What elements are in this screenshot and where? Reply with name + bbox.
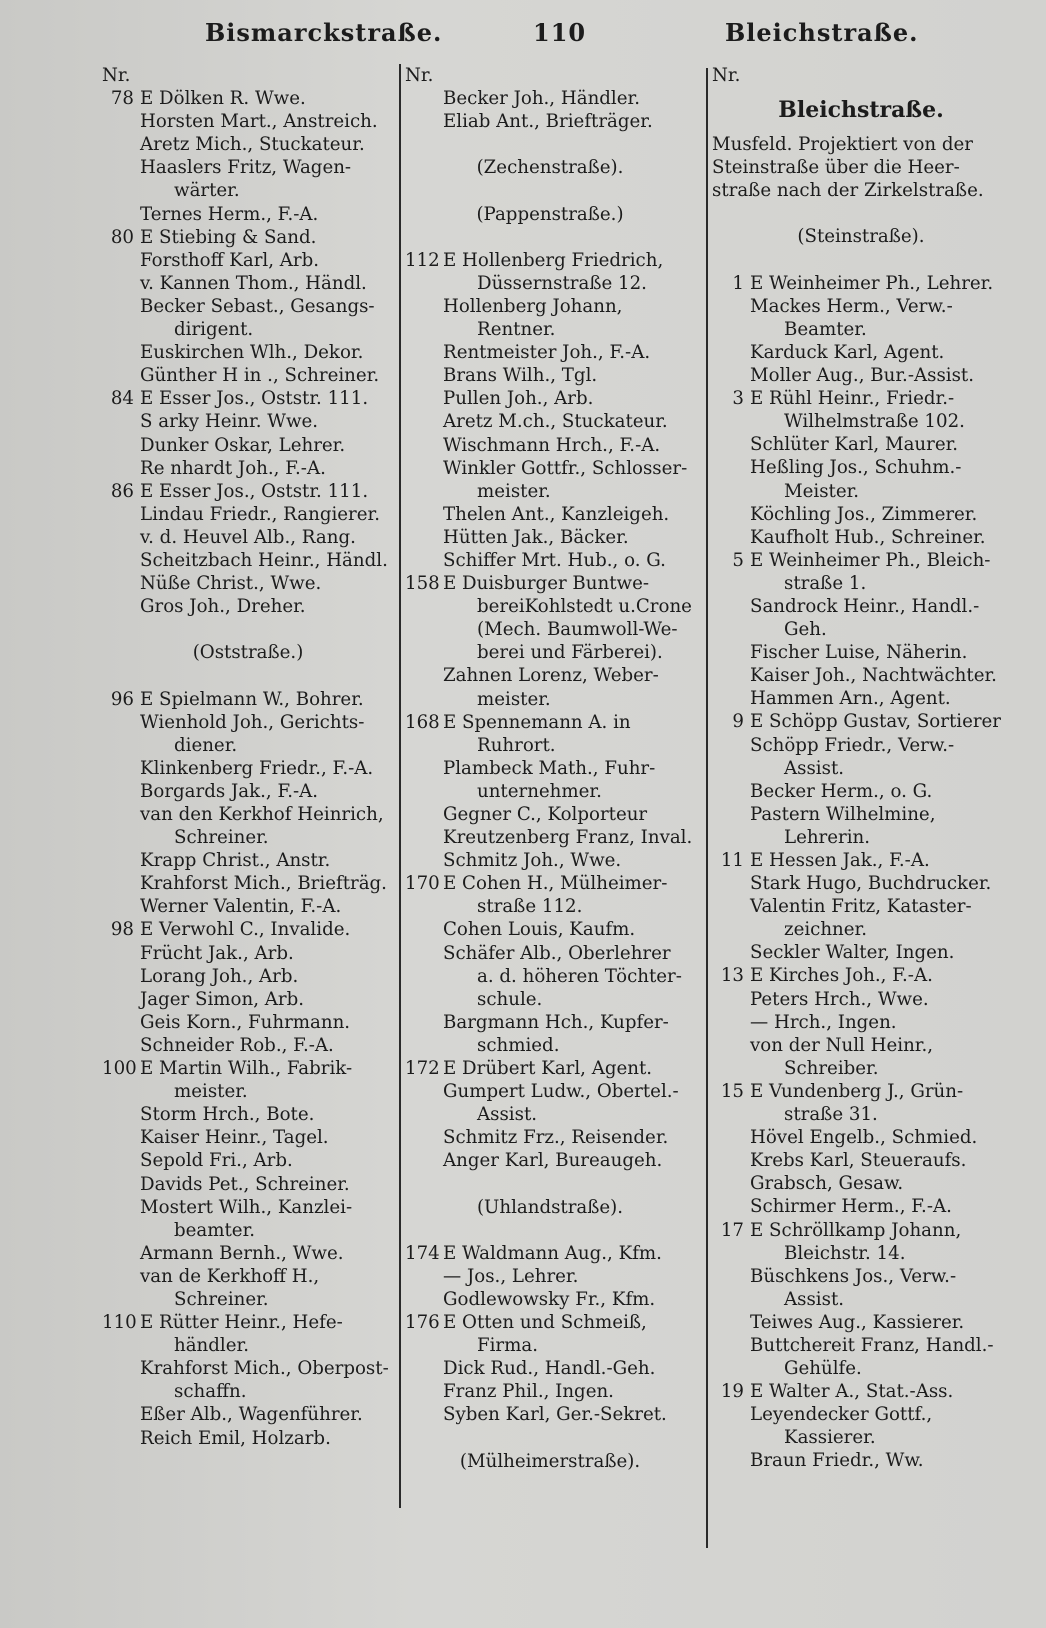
- resident-entry: Köchling Jos., Zimmerer.: [750, 503, 978, 525]
- resident-entry: Büschkens Jos., Verw.-: [750, 1265, 957, 1287]
- nr-label: Nr.: [102, 65, 131, 86]
- resident-text: E Esser Jos., Oststr. 111.: [140, 388, 369, 410]
- resident-entry: Reich Emil, Holzarb.: [140, 1427, 331, 1449]
- street-note: Steinstraße über die Heer-: [712, 157, 960, 179]
- street-heading: (Oststraße.): [192, 642, 304, 664]
- resident-entry: Stark Hugo, Buchdrucker.: [750, 873, 992, 895]
- resident-entry: Eßer Alb., Wagenführer.: [140, 1404, 363, 1426]
- column-divider: [399, 64, 401, 1508]
- entry-continuation: Ruhrort.: [477, 734, 556, 756]
- resident-entry: Godlewowsky Fr., Kfm.: [443, 1288, 656, 1310]
- entry-continuation: zeichner.: [784, 919, 868, 941]
- entry-continuation: straße 31.: [784, 1104, 878, 1126]
- house-number: 170: [405, 873, 440, 895]
- resident-entry: Borgards Jak., F.-A.: [140, 780, 319, 802]
- entry-continuation: meister.: [477, 480, 551, 502]
- street-heading: (Steinstraße).: [797, 226, 925, 248]
- entry-continuation: Beamter.: [784, 318, 867, 340]
- resident-text: E Schöpp Gustav, Sortierer: [750, 711, 1001, 733]
- resident-entry: v. d. Heuvel Alb., Rang.: [140, 526, 356, 548]
- entry-continuation: bereiKohlstedt u.Crone: [477, 596, 692, 618]
- house-number: 5: [732, 549, 744, 571]
- resident-text: E Vundenberg J., Grün-: [750, 1080, 964, 1102]
- resident-entry: von der Null Heinr.,: [750, 1034, 934, 1056]
- house-number: 176: [405, 1312, 440, 1334]
- nr-label: Nr.: [712, 65, 741, 86]
- resident-text: E Walter A., Stat.-Ass.: [750, 1381, 954, 1403]
- spacer: [102, 618, 394, 641]
- house-number: 1: [732, 272, 744, 294]
- resident-text: E Spennemann A. in: [443, 711, 631, 733]
- resident-text: E Rühl Heinr., Friedr.-: [750, 388, 955, 410]
- resident-entry: Hollenberg Johann,: [443, 295, 623, 317]
- resident-entry: Klinkenberg Friedr., F.-A.: [140, 757, 374, 779]
- resident-text: E Kirches Joh., F.-A.: [750, 965, 933, 987]
- entry-continuation: Schreiner.: [174, 827, 269, 849]
- house-entry: [102, 1311, 394, 1334]
- resident-entry: Krahforst Mich., Briefträg.: [140, 873, 387, 895]
- resident-entry: Kaiser Heinr., Tagel.: [140, 1127, 329, 1149]
- resident-entry: Aretz M.ch., Stuckateur.: [443, 411, 668, 433]
- resident-entry: Re nhardt Joh., F.-A.: [140, 457, 326, 479]
- resident-entry: Storm Hrch., Bote.: [140, 1104, 315, 1126]
- resident-entry: Wischmann Hrch., F.-A.: [443, 434, 661, 456]
- entry-continuation: Rentner.: [477, 319, 556, 341]
- spacer: [405, 1427, 695, 1450]
- entry-continuation: Assist.: [477, 1104, 538, 1126]
- house-entry: [712, 549, 1010, 572]
- entry-continuation: meister.: [174, 1081, 248, 1103]
- resident-entry: Winkler Gottfr., Schlosser-: [443, 457, 688, 479]
- house-entry: [712, 1219, 1010, 1242]
- resident-entry: Euskirchen Wlh., Dekor.: [140, 342, 364, 364]
- spacer: [405, 226, 695, 249]
- entry-continuation: schule.: [477, 988, 543, 1010]
- house-number: 158: [405, 573, 440, 595]
- resident-entry: Peters Hrch., Wwe.: [750, 988, 929, 1010]
- entry-continuation: berei und Färberei).: [477, 642, 663, 664]
- house-entry: [405, 1311, 695, 1334]
- column-middle: [405, 64, 695, 1473]
- entry-continuation: dirigent.: [174, 319, 254, 341]
- resident-entry: Lindau Friedr., Rangierer.: [140, 503, 380, 525]
- resident-entry: van de Kerkhoff H.,: [140, 1265, 320, 1287]
- resident-entry: Pullen Joh., Arb.: [443, 388, 594, 410]
- resident-entry: Hammen Arn., Agent.: [750, 688, 951, 710]
- house-number: 174: [405, 1242, 440, 1264]
- resident-entry: Gegner C., Kolporteur: [443, 804, 648, 825]
- resident-entry: v. Kannen Thom., Händl.: [140, 272, 367, 294]
- resident-entry: Krebs Karl, Steueraufs.: [750, 1150, 967, 1172]
- resident-entry: Gumpert Ludw., Obertel.-: [443, 1081, 679, 1103]
- resident-entry: Geis Korn., Fuhrmann.: [140, 1011, 351, 1033]
- entry-continuation: Lehrerin.: [784, 826, 871, 848]
- entry-continuation: Assist.: [784, 757, 845, 779]
- entry-continuation: beamter.: [174, 1219, 256, 1241]
- column-right: [712, 64, 1010, 1473]
- resident-entry: van den Kerkhof Heinrich,: [140, 804, 384, 825]
- resident-entry: Gros Joh., Dreher.: [140, 596, 306, 618]
- house-number: 78: [110, 88, 134, 110]
- entry-continuation: unternehmer.: [477, 780, 602, 802]
- house-entry: [712, 387, 1010, 410]
- resident-text: E Hollenberg Friedrich,: [443, 249, 664, 271]
- resident-entry: — Hrch., Ingen.: [750, 1011, 897, 1033]
- spacer: [712, 202, 1010, 225]
- header-left-street: Bismarckstraße.: [205, 18, 443, 47]
- resident-entry: Kaiser Joh., Nachtwächter.: [750, 665, 997, 687]
- entry-continuation: händler.: [174, 1335, 249, 1357]
- resident-entry: Plambeck Math., Fuhr-: [443, 757, 656, 779]
- resident-entry: Heßling Jos., Schuhm.-: [750, 457, 962, 479]
- entry-continuation: Gehülfe.: [784, 1358, 862, 1380]
- resident-entry: Brans Wilh., Tgl.: [443, 365, 598, 387]
- resident-entry: Aretz Mich., Stuckateur.: [140, 134, 365, 156]
- resident-text: E Dölken R. Wwe.: [140, 88, 306, 110]
- resident-entry: Haaslers Fritz, Wagen-: [140, 157, 352, 179]
- resident-entry: Teiwes Aug., Kassierer.: [750, 1311, 965, 1333]
- resident-entry: Eliab Ant., Briefträger.: [443, 111, 653, 133]
- resident-entry: Scheitzbach Heinr., Händl.: [140, 549, 388, 571]
- resident-text: E Martin Wilh., Fabrik-: [140, 1058, 353, 1080]
- street-title: Bleichstraße.: [778, 97, 944, 124]
- resident-entry: — Jos., Lehrer.: [443, 1265, 579, 1287]
- resident-entry: Becker Sebast., Gesangs-: [140, 295, 375, 317]
- spacer: [405, 1173, 695, 1196]
- resident-entry: Hütten Jak., Bäcker.: [443, 526, 629, 548]
- resident-entry: Lorang Joh., Arb.: [140, 965, 299, 987]
- entry-continuation: Geh.: [784, 619, 827, 641]
- resident-entry: Schlüter Karl, Maurer.: [750, 434, 959, 456]
- resident-text: E Duisburger Buntwe-: [443, 573, 650, 595]
- resident-entry: Braun Friedr., Ww.: [750, 1450, 924, 1472]
- entry-continuation: Schreiner.: [174, 1288, 269, 1310]
- house-entry: [102, 688, 394, 711]
- house-number: 172: [405, 1058, 440, 1080]
- house-number: 100: [102, 1058, 137, 1080]
- resident-entry: Becker Joh., Händler.: [443, 88, 640, 110]
- house-entry: [405, 711, 695, 734]
- resident-entry: Franz Phil., Ingen.: [443, 1381, 614, 1403]
- house-entry: [712, 964, 1010, 987]
- resident-entry: Rentmeister Joh., F.-A.: [443, 342, 651, 364]
- resident-text: E Otten und Schmeiß,: [443, 1312, 647, 1334]
- resident-entry: Nüße Christ., Wwe.: [140, 573, 322, 595]
- resident-text: E Weinheimer Ph., Lehrer.: [750, 272, 994, 294]
- entry-continuation: Firma.: [477, 1335, 539, 1357]
- house-entry: [405, 1242, 695, 1265]
- entry-continuation: meister.: [477, 688, 551, 710]
- entry-continuation: straße 1.: [784, 572, 867, 594]
- house-number: 11: [720, 850, 744, 871]
- house-number: 17: [720, 1219, 744, 1241]
- street-note: straße nach der Zirkelstraße.: [712, 180, 984, 202]
- resident-entry: Kaufholt Hub., Schreiner.: [750, 526, 986, 548]
- entry-continuation: Kassierer.: [784, 1427, 876, 1449]
- entry-continuation: (Mech. Baumwoll-We-: [477, 619, 678, 641]
- house-entry: [102, 387, 394, 410]
- street-heading: (Zechenstraße).: [476, 157, 624, 179]
- house-number: 3: [732, 388, 744, 410]
- entry-continuation: diener.: [174, 734, 238, 756]
- resident-entry: Syben Karl, Ger.-Sekret.: [443, 1404, 667, 1426]
- resident-text: E Cohen H., Mülheimer-: [443, 873, 668, 895]
- house-entry: [405, 572, 695, 595]
- entry-continuation: Assist.: [784, 1288, 845, 1310]
- spacer: [102, 664, 394, 687]
- column-left: [102, 64, 394, 1450]
- resident-text: E Schröllkamp Johann,: [750, 1219, 962, 1241]
- resident-entry: Valentin Fritz, Kataster-: [750, 896, 972, 918]
- entry-continuation: Schreiber.: [784, 1057, 879, 1079]
- resident-text: E Weinheimer Ph., Bleich-: [750, 549, 991, 571]
- resident-entry: Schmitz Joh., Wwe.: [443, 850, 622, 872]
- house-number: 96: [110, 688, 134, 710]
- resident-entry: Schneider Rob., F.-A.: [140, 1034, 334, 1056]
- street-note: Musfeld. Projektiert von der: [712, 134, 973, 156]
- house-number: 9: [732, 711, 744, 733]
- entry-continuation: wärter.: [174, 180, 240, 202]
- resident-entry: Günther H in ., Schreiner.: [140, 365, 380, 387]
- resident-entry: Schöpp Friedr., Verw.-: [750, 734, 955, 756]
- resident-text: E Waldmann Aug., Kfm.: [443, 1242, 662, 1264]
- resident-entry: Horsten Mart., Anstreich.: [140, 111, 378, 133]
- house-number: 98: [110, 919, 134, 941]
- resident-text: E Verwohl C., Invalide.: [140, 919, 351, 941]
- resident-text: E Spielmann W., Bohrer.: [140, 688, 364, 710]
- resident-entry: S arky Heinr. Wwe.: [140, 411, 319, 433]
- resident-entry: Moller Aug., Bur.-Assist.: [750, 365, 975, 387]
- house-entry: [405, 249, 695, 272]
- resident-text: E Rütter Heinr., Hefe-: [140, 1312, 343, 1334]
- house-number: 13: [720, 965, 744, 987]
- resident-text: E Drübert Karl, Agent.: [443, 1058, 653, 1080]
- street-heading: (Uhlandstraße).: [476, 1196, 624, 1218]
- resident-entry: Dick Rud., Handl.-Geh.: [443, 1358, 656, 1380]
- house-entry: [405, 1057, 695, 1080]
- resident-entry: Leyendecker Gottf.,: [750, 1404, 933, 1426]
- header-right-street: Bleichstraße.: [725, 18, 919, 47]
- resident-entry: Armann Bernh., Wwe.: [140, 1242, 344, 1264]
- house-entry: [102, 226, 394, 249]
- resident-text: E Esser Jos., Oststr. 111.: [140, 480, 369, 502]
- resident-text: E Hessen Jak., F.-A.: [750, 850, 930, 871]
- spacer: [405, 133, 695, 156]
- resident-entry: Becker Herm., o. G.: [750, 780, 933, 802]
- house-number: 112: [405, 249, 440, 271]
- resident-entry: Bargmann Hch., Kupfer-: [443, 1011, 669, 1033]
- resident-entry: Schäfer Alb., Oberlehrer: [443, 942, 671, 964]
- resident-entry: Werner Valentin, F.-A.: [140, 896, 342, 918]
- resident-entry: Fischer Luise, Näherin.: [750, 642, 968, 664]
- entry-continuation: a. d. höheren Töchter-: [477, 965, 682, 987]
- house-number: 110: [102, 1312, 137, 1334]
- house-number: 15: [720, 1080, 744, 1102]
- resident-entry: Schirmer Herm., F.-A.: [750, 1196, 952, 1218]
- resident-entry: Jager Simon, Arb.: [140, 988, 305, 1010]
- house-entry: [102, 1057, 394, 1080]
- resident-entry: Anger Karl, Bureaugeh.: [443, 1150, 663, 1172]
- entry-continuation: schmied.: [477, 1034, 560, 1056]
- nr-label: Nr.: [405, 65, 434, 86]
- resident-entry: Sandrock Heinr., Handl.-: [750, 595, 980, 617]
- resident-entry: Schmitz Frz., Reisender.: [443, 1127, 669, 1149]
- resident-entry: Cohen Louis, Kaufm.: [443, 919, 636, 941]
- resident-entry: Davids Pet., Schreiner.: [140, 1173, 350, 1195]
- house-entry: [102, 87, 394, 110]
- resident-entry: Mackes Herm., Verw.-: [750, 295, 953, 317]
- resident-entry: Seckler Walter, Ingen.: [750, 942, 955, 964]
- resident-entry: Buttchereit Franz, Handl.-: [750, 1334, 994, 1356]
- house-entry: [405, 872, 695, 895]
- spacer: [405, 1219, 695, 1242]
- resident-entry: Grabsch, Gesaw.: [750, 1173, 904, 1195]
- resident-entry: Kreutzenberg Franz, Inval.: [443, 827, 693, 849]
- street-heading: (Pappenstraße.): [476, 203, 624, 225]
- resident-entry: Schiffer Mrt. Hub., o. G.: [443, 549, 666, 571]
- resident-entry: Krapp Christ., Anstr.: [140, 850, 331, 872]
- spacer: [712, 249, 1010, 272]
- resident-entry: Dunker Oskar, Lehrer.: [140, 434, 346, 456]
- entry-continuation: straße 112.: [477, 896, 583, 918]
- house-entry: [102, 480, 394, 503]
- house-number: 84: [110, 388, 134, 410]
- page-number: 110: [533, 18, 587, 47]
- resident-entry: Sepold Fri., Arb.: [140, 1150, 293, 1172]
- house-number: 86: [110, 480, 134, 502]
- house-entry: [712, 710, 1010, 733]
- house-entry: [102, 918, 394, 941]
- entry-continuation: Wilhelmstraße 102.: [784, 411, 965, 433]
- house-number: 19: [720, 1381, 744, 1403]
- resident-entry: Mostert Wilh., Kanzlei-: [140, 1196, 353, 1218]
- house-entry: [712, 272, 1010, 295]
- resident-entry: Ternes Herm., F.-A.: [140, 203, 319, 225]
- resident-entry: Hövel Engelb., Schmied.: [750, 1127, 978, 1149]
- resident-text: E Stiebing & Sand.: [140, 226, 317, 248]
- resident-entry: Krahforst Mich., Oberpost-: [140, 1358, 389, 1380]
- house-entry: [712, 1380, 1010, 1403]
- spacer: [405, 179, 695, 202]
- column-divider: [706, 68, 708, 1548]
- resident-entry: Pastern Wilhelmine,: [750, 803, 936, 825]
- street-heading: (Mülheimerstraße).: [459, 1450, 641, 1472]
- resident-entry: Forsthoff Karl, Arb.: [140, 249, 320, 271]
- resident-entry: Frücht Jak., Arb.: [140, 942, 294, 964]
- resident-entry: Thelen Ant., Kanzleigeh.: [443, 503, 670, 525]
- house-number: 80: [110, 226, 134, 248]
- entry-continuation: Bleichstr. 14.: [784, 1242, 906, 1264]
- resident-entry: Karduck Karl, Agent.: [750, 341, 945, 363]
- entry-continuation: Düssernstraße 12.: [477, 272, 647, 294]
- house-number: 168: [405, 711, 440, 733]
- entry-continuation: schaffn.: [174, 1381, 247, 1403]
- resident-entry: Zahnen Lorenz, Weber-: [443, 665, 659, 687]
- house-entry: [712, 849, 1010, 872]
- resident-entry: Wienhold Joh., Gerichts-: [140, 711, 365, 733]
- entry-continuation: Meister.: [784, 480, 860, 502]
- house-entry: [712, 1080, 1010, 1103]
